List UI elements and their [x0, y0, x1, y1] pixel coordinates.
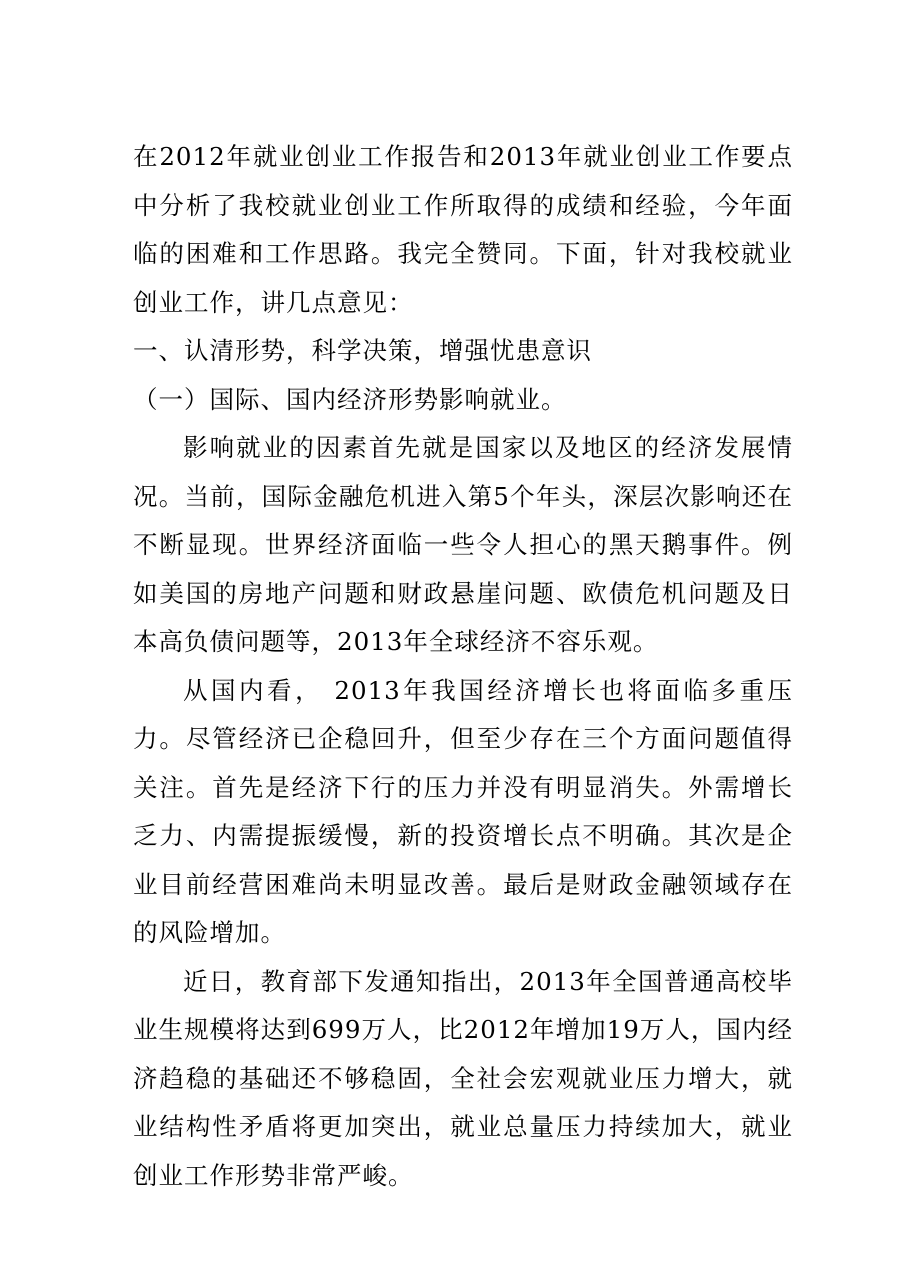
body-paragraph-domestic: 从国内看， 2013年我国经济增长也将面临多重压力。尽管经济已企稳回升，但至少存在三个方面问题值得关注。首先是经济下行的压力并没有明显消失。外需增长乏力、内需提振缓慢，新的投资增长点不明确。其次是企业目前经营困难尚未明显改善。最后是财政金融领域存在的风险增加。 [133, 675, 793, 947]
section-heading: 一、认清形势，科学决策，增强忧患意识 [133, 336, 592, 365]
body-paragraph-international: 影响就业的因素首先就是国家以及地区的经济发展情况。当前，国际金融危机进入第5个年头，深层次影响还在不断显现。世界经济面临一些令人担心的黑天鹅事件。例如美国的房地产问题和财政悬崖问题、欧债危机问题及日本高负债问题等，2013年全球经济不容乐观。 [133, 433, 793, 656]
document-body [133, 133, 793, 1200]
body-paragraph-graduates: 近日，教育部下发通知指出，2013年全国普通高校毕业生规模将达到699万人，比2012年增加19万人，国内经济趋稳的基础还不够稳固，全社会宏观就业压力增大，就业结构性矛盾将更加突出，就业总量压力持续加大，就业创业工作形势非常严峻。 [133, 966, 793, 1190]
intro-paragraph: 在2012年就业创业工作报告和2013年就业创业工作要点中分析了我校就业创业工作所取得的成绩和经验，今年面临的困难和工作思路。我完全赞同。下面，针对我校就业创业工作，讲几点意见： [133, 142, 793, 317]
subsection-heading: （一）国际、国内经济形势影响就业。 [133, 384, 567, 414]
